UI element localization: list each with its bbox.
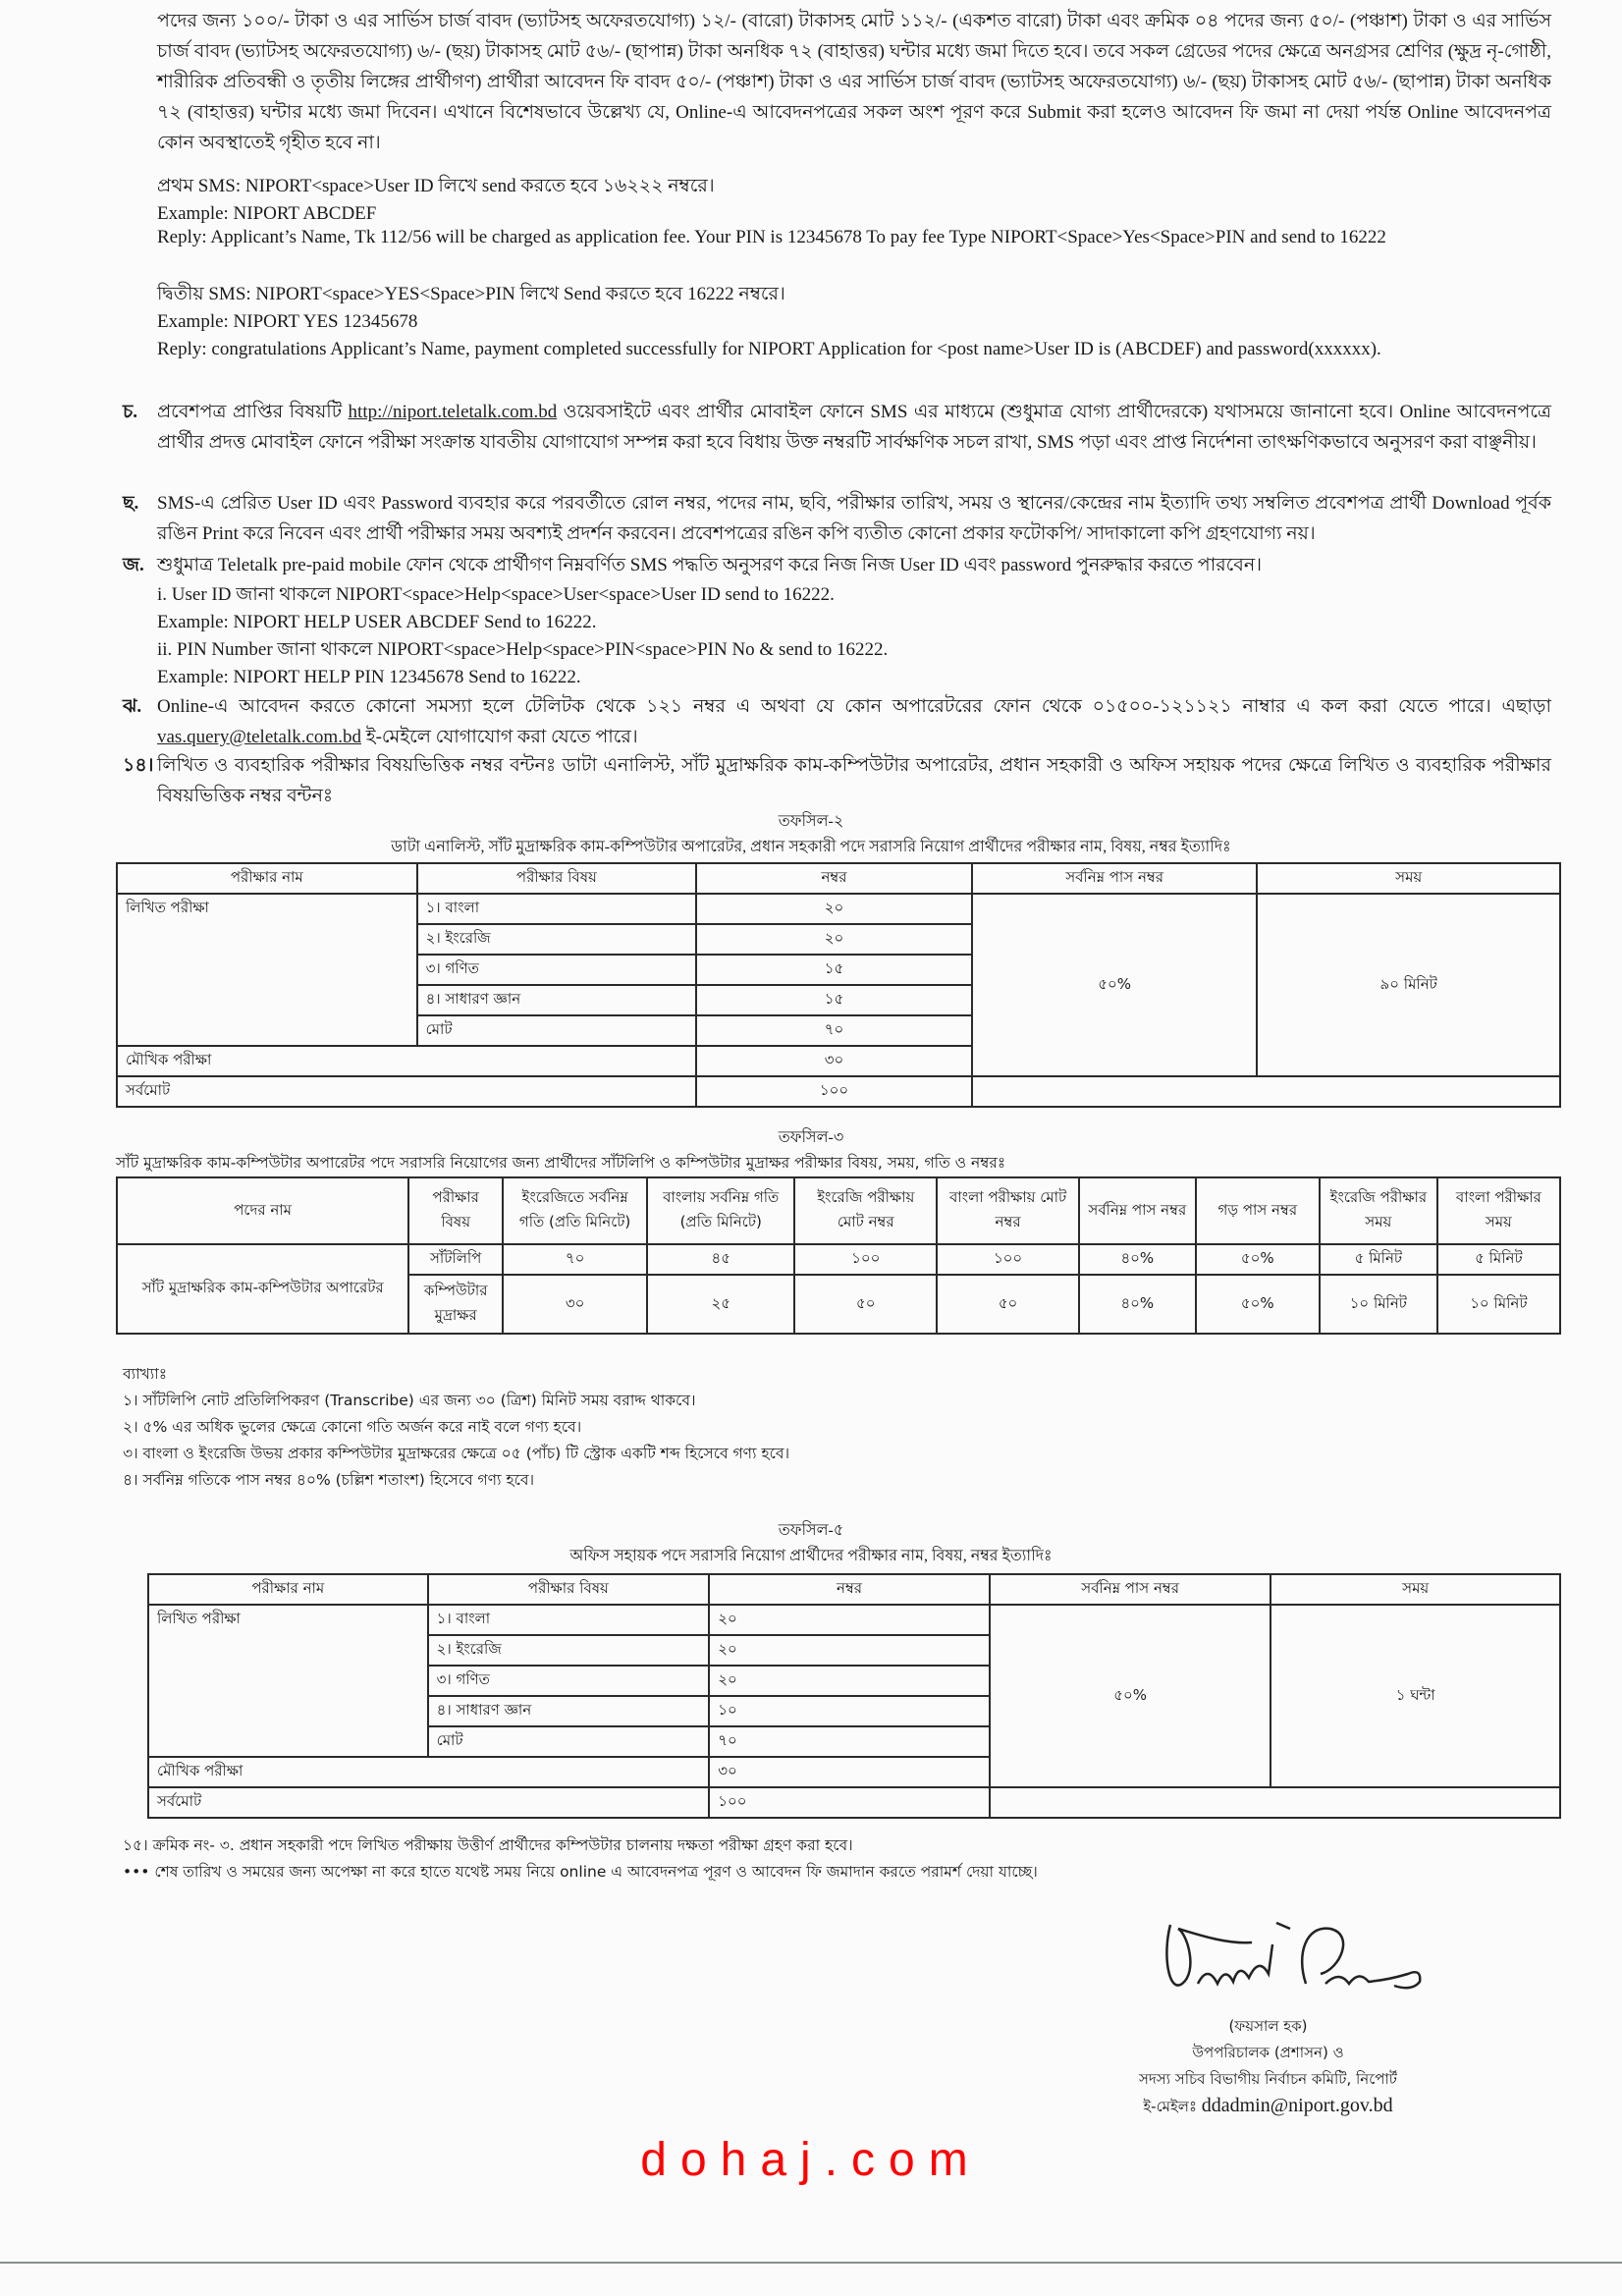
t2-header-subject: পরীক্ষার বিষয় (417, 863, 697, 894)
table5-caption: অফিস সহায়ক পদে সরাসরি নিয়োগ প্রার্থীদের পরীক্ষার নাম, বিষয়, নম্বর ইত্যাদিঃ (569, 1548, 1053, 1564)
signatory-email-line (1139, 2093, 1397, 2120)
item-cha-text: প্রবেশপত্র প্রাপ্তির বিষয়টি (157, 402, 349, 422)
table5-label: তফসিল-৫ (778, 1522, 844, 1539)
signatory-designation: উপপরিচালক (প্রশাসন) ও (1192, 2044, 1344, 2061)
t5-pass-mark: ৫০% (990, 1605, 1271, 1787)
fee-text: পদের জন্য ১০০/- টাকা ও এর সার্ভিস চার্জ বাবদ (ভ্যাটসহ অফেরতযোগ্য) ১২/- (বারো) টাকাসহ মোট ১১২/- (একশত বারো) টাকা এবং ক্রমিক ০৪ পদের জন্য ৫০/- (পঞ্চাশ) টাকা ও এর সার্ভিস চার্জ বাবদ (ভ্যাটসহ অফেরতযোগ্য) ৬/- (ছয়) টাকাসহ মোট ৫৬/- (ছাপান্ন) টাকা অনধিক ৭২ (বাহাত্তর) ঘন্টার মধ্যে জমা দিতে হবে। তবে সকল গ্রেডের পদের ক্ষেত্রে অনগ্রসর শ্রেণির (ক্ষুদ্র নৃ-গোষ্ঠী, শারীরিক প্রতিবন্ধী ও তৃতীয় লিঙ্গের প্রার্থীগণ) প্রার্থীরা আবেদন ফি বাবদ ৫০/- (পঞ্চাশ) টাকা ও এর সার্ভিস চার্জ বাবদ (ভ্যাটসহ অফেরতযোগ্য) ৬/- (ছয়) টাকাসহ মোট ৫৬/- (ছাপান্ন) টাকা অনধিক ৭২ (বাহাত্তর) ঘন্টার মধ্যে জমা দিবেন। এখানে বিশেষভাবে উল্লেখ্য যে, Online-এ আবেদনপত্রের সকল অংশ পূরণ করে Submit করা হলেও আবেদন ফি জমা না দেয়া পর্যন্ত Online আবেদনপত্র কোন অবস্থাতেই গৃহীত হবে না। (157, 11, 1551, 153)
item-ja-marker: জ. (123, 555, 144, 575)
t3-cell: ৪০% (1079, 1275, 1196, 1334)
explanation-item: ১। সাঁটলিপি নোট প্রতিলিপিকরণ (Transcribe) এর জন্য ৩০ (ত্রিশ) মিনিট সময় বরাদ্দ থাকবে। (123, 1392, 696, 1409)
ja-sub-2: Example: NIPORT HELP USER ABCDEF Send to 16222. (157, 612, 597, 632)
t2-header-time: সময় (1257, 863, 1560, 894)
t2-header-marks: নম্বর (696, 863, 972, 894)
vas-query-email-link[interactable]: vas.query@teletalk.com.bd (157, 727, 361, 747)
t2-header-exam-name: পরীক্ষার নাম (117, 863, 417, 894)
item-chha: SMS-এ প্রেরিত User ID এবং Password ব্যবহার করে পরবর্তীতে রোল নম্বর, পদের নাম, ছবি, পরীক্ষার তারিখ, সময় ও স্থানের/কেন্দ্রের নাম ইত্যাদি তথ্য সম্বলিত প্রবেশপত্র প্রার্থী Download পূর্বক রঙিন Print করে নিবেন এবং প্রার্থী পরীক্ষার সময় অবশ্যই প্রদর্শন করবেন। প্রবেশপত্রের রঙিন কপি ব্যতীত কোনো প্রকার ফটোকপি/ সাদাকালো কপি গ্রহণযোগ্য নয়। (157, 493, 1551, 544)
table3 (116, 1176, 1561, 1335)
t2-subject: ৪। সাধারণ জ্ঞান (417, 985, 697, 1015)
reply-one: Reply: Applicant’s Name, Tk 112/56 will be charged as application fee. Your PIN is 12345678 To pay fee Type NIPORT<Space>Yes<Space>PIN and send to 16222 (157, 227, 1386, 247)
t2-marks: ৭০ (696, 1015, 972, 1046)
ja-sub-4: Example: NIPORT HELP PIN 12345678 Send to 16222. (157, 667, 581, 687)
t5-empty-cell (990, 1787, 1560, 1818)
ja-sub-1: i. User ID জানা থাকলে NIPORT<space>Help<space>User<space>User ID send to 16222. (157, 584, 835, 605)
t3-cell: কম্পিউটার মুদ্রাক্ষর (408, 1275, 503, 1334)
t3-header: গড় পাস নম্বর (1196, 1177, 1320, 1244)
t3-cell: ৫ মিনিট (1437, 1244, 1560, 1275)
t5-subject: ২। ইংরেজি (428, 1635, 710, 1666)
t5-header-exam-name: পরীক্ষার নাম (148, 1574, 428, 1605)
ja-sub-3: ii. PIN Number জানা থাকলে NIPORT<space>Help<space>PIN<space>PIN No & send to 16222. (157, 639, 889, 660)
t3-cell: ১০ মিনিট (1320, 1275, 1437, 1334)
t2-viva-label: মৌখিক পরীক্ষা (117, 1046, 696, 1076)
t5-written-label: লিখিত পরীক্ষা (148, 1605, 428, 1757)
item-jha (157, 691, 1551, 752)
t5-marks: ৭০ (709, 1726, 990, 1757)
t5-marks: ১০ (709, 1696, 990, 1726)
t3-cell: ৫০% (1196, 1275, 1320, 1334)
t3-cell: ৫০% (1196, 1244, 1320, 1275)
item-cha-text-2: ওয়েবসাইটে এবং প্রার্থীর মোবাইল ফোনে SMS এর মাধ্যমে (শুধুমাত্র যোগ্য প্রার্থীদেরকে) যথাসময়ে জানানো হবে। Online আবেদনপত্রে প্রার্থীর প্রদত্ত মোবাইল ফোনে পরীক্ষা সংক্রান্ত যাবতীয় যোগাযোগ সম্পন্ন করা হবে বিধায় উক্ত নম্বরটি সার্বক্ষণিক সচল রাখা, SMS পড়া এবং প্রাপ্ত নির্দেশনা তাৎক্ষণিকভাবে অনুসরণ করা বাঞ্ছনীয়। (157, 402, 1551, 453)
signatory-committee: সদস্য সচিব বিভাগীয় নির্বাচন কমিটি, নিপোর্ট (1139, 2070, 1397, 2088)
t3-header: বাংলায় সর্বনিম্ন গতি (প্রতি মিনিটে) (647, 1177, 794, 1244)
item-jha-marker: ঝ. (123, 696, 142, 717)
t5-viva-marks: ৩০ (709, 1757, 990, 1787)
t2-marks: ১৫ (696, 985, 972, 1015)
footer-notes (123, 1832, 1038, 1886)
item-jha-text-2: ই-মেইলে যোগাযোগ করা যেতে পারে। (360, 727, 638, 747)
t2-written-label: লিখিত পরীক্ষা (117, 894, 417, 1046)
t2-pass-mark: ৫০% (972, 894, 1258, 1076)
explanation (123, 1361, 789, 1494)
t3-cell: ৩০ (503, 1275, 647, 1334)
t3-cell: ৭০ (503, 1244, 647, 1275)
t5-header-pass: সর্বনিম্ন পাস নম্বর (990, 1574, 1271, 1605)
t3-cell: ৫০ (937, 1275, 1079, 1334)
second-sms-example: Example: NIPORT YES 12345678 (157, 311, 418, 332)
t3-cell: ৪৫ (647, 1244, 794, 1275)
t5-marks: ২০ (709, 1666, 990, 1696)
site-watermark: dohaj.com (640, 2134, 982, 2186)
t3-cell: ১০০ (937, 1244, 1079, 1275)
t2-grand-label: সর্বমোট (117, 1076, 696, 1107)
signatory-email[interactable]: ddadmin@niport.gov.bd (1201, 2095, 1393, 2116)
t5-subject: ১। বাংলা (428, 1605, 710, 1635)
signature-block (1139, 2013, 1397, 2120)
t3-header: সর্বনিম্ন পাস নম্বর (1079, 1177, 1196, 1244)
item-ja: শুধুমাত্র Teletalk pre-paid mobile ফোন থেকে প্রার্থীগণ নিম্নবর্ণিত SMS পদ্ধতি অনুসরণ করে নিজ নিজ User ID এবং password পুনরুদ্ধার করতে পারবেন। (157, 555, 1263, 575)
explanation-item: ৩। বাংলা ও ইংরেজি উভয় প্রকার কম্পিউটার মুদ্রাক্ষরের ক্ষেত্রে ০৫ (পাঁচ) টি স্ট্রোক একটি শব্দ হিসেবে গণ্য হবে। (123, 1445, 789, 1462)
t2-subject: ১। বাংলা (417, 894, 697, 924)
item-14: লিখিত ও ব্যবহারিক পরীক্ষার বিষয়ভিত্তিক নম্বর বন্টনঃ ডাটা এনালিস্ট, সাঁট মুদ্রাক্ষরিক কাম-কম্পিউটার অপারেটর, প্রধান সহকারী ও অফিস সহায়ক পদের ক্ষেত্রে লিখিত ও ব্যবহারিক পরীক্ষার বিষয়ভিত্তিক নম্বর বন্টনঃ (157, 755, 1551, 806)
t3-cell: ৪০% (1079, 1244, 1196, 1275)
signatory-name: (ফয়সাল হক) (1228, 2017, 1308, 2035)
handwritten-signature-icon (1159, 1915, 1453, 2003)
t3-header: বাংলা পরীক্ষায় মোট নম্বর (937, 1177, 1079, 1244)
first-sms-example: Example: NIPORT ABCDEF (157, 203, 377, 224)
item-cha (157, 397, 1551, 458)
t2-empty-cell (972, 1076, 1560, 1107)
t5-viva-label: মৌখিক পরীক্ষা (148, 1757, 709, 1787)
t5-header-time: সময় (1271, 1574, 1560, 1605)
item-14-marker: ১৪। (123, 755, 154, 776)
explanation-item: ২। ৫% এর অধিক ভুলের ক্ষেত্রে কোনো গতি অর্জন করে নাই বলে গণ্য হবে। (123, 1418, 582, 1436)
t5-subject: ৪। সাধারণ জ্ঞান (428, 1696, 710, 1726)
table3-caption: সাঁট মুদ্রাক্ষরিক কাম-কম্পিউটার অপারেটর পদে সরাসরি নিয়োগের জন্য প্রার্থীদের সাঁটলিপি ও কম্পিউটার মুদ্রাক্ষর পরীক্ষার বিষয়, সময়, গতি ও নম্বরঃ (116, 1154, 1006, 1172)
teletalk-link[interactable]: http://niport.teletalk.com.bd (348, 402, 558, 422)
t5-marks: ২০ (709, 1605, 990, 1635)
note-deadline: ••• শেষ তারিখ ও সময়ের জন্য অপেক্ষা না করে হাতে যথেষ্ট সময় নিয়ে online এ আবেদনপত্র পূরণ ও আবেদন ফি জমাদান করতে পরামর্শ দেয়া যাচ্ছে। (123, 1863, 1038, 1881)
item-jha-text: Online-এ আবেদন করতে কোনো সমস্যা হলে টেলিটক থেকে ১২১ নম্বর এ অথবা যে কোন অপারেটরের ফোন থেকে ০১৫০০-১২১১২১ নাম্বার এ কল করা যেতে পারে। এছাড়া (157, 696, 1551, 717)
table5 (147, 1573, 1561, 1819)
table2-caption: ডাটা এনালিস্ট, সাঁট মুদ্রাক্ষরিক কাম-কম্পিউটার অপারেটর, প্রধান সহকারী পদে সরাসরি নিয়োগ প্রার্থীদের পরীক্ষার নাম, বিষয়, নম্বর ইত্যাদিঃ (391, 839, 1231, 855)
fee-paragraph (157, 6, 1551, 158)
t2-time: ৯০ মিনিট (1257, 894, 1560, 1076)
t2-subject: ২। ইংরেজি (417, 924, 697, 955)
t3-header: পদের নাম (117, 1177, 408, 1244)
t3-cell: ৫ মিনিট (1320, 1244, 1437, 1275)
table3-label: তফসিল-৩ (778, 1129, 844, 1146)
t2-marks: ১৫ (696, 955, 972, 985)
t5-header-subject: পরীক্ষার বিষয় (428, 1574, 710, 1605)
email-label: ই-মেইলঃ (1143, 2098, 1202, 2115)
t2-grand-marks: ১০০ (696, 1076, 972, 1107)
t3-header: ইংরেজি পরীক্ষার সময় (1320, 1177, 1437, 1244)
t2-subject: ৩। গণিত (417, 955, 697, 985)
t3-cell: ৫০ (794, 1275, 937, 1334)
t5-grand-marks: ১০০ (709, 1787, 990, 1818)
t5-header-marks: নম্বর (709, 1574, 990, 1605)
second-sms-line: দ্বিতীয় SMS: NIPORT<space>YES<Space>PIN লিখে Send করতে হবে 16222 নম্বরে। (157, 284, 785, 304)
item-cha-marker: চ. (123, 402, 138, 422)
explanation-title: ব্যাখ্যাঃ (123, 1365, 168, 1383)
t5-grand-label: সর্বমোট (148, 1787, 709, 1818)
t3-header: বাংলা পরীক্ষার সময় (1437, 1177, 1560, 1244)
t3-post-name: সাঁট মুদ্রাক্ষরিক কাম-কম্পিউটার অপারেটর (117, 1244, 408, 1334)
t3-cell: ২৫ (647, 1275, 794, 1334)
t2-header-pass: সর্বনিম্ন পাস নম্বর (972, 863, 1258, 894)
t2-viva-marks: ৩০ (696, 1046, 972, 1076)
t5-time: ১ ঘন্টা (1271, 1605, 1560, 1787)
t3-cell: ১০ মিনিট (1437, 1275, 1560, 1334)
t3-header: ইংরেজিতে সর্বনিম্ন গতি (প্রতি মিনিটে) (503, 1177, 647, 1244)
explanation-item: ৪। সর্বনিম্ন গতিকে পাস নম্বর ৪০% (চল্লিশ শতাংশ) হিসেবে গণ্য হবে। (123, 1471, 535, 1489)
t3-cell: সাঁটলিপি (408, 1244, 503, 1275)
t2-marks: ২০ (696, 894, 972, 924)
t5-subject: মোট (428, 1726, 710, 1757)
t5-marks: ২০ (709, 1635, 990, 1666)
table2 (116, 862, 1561, 1108)
t2-marks: ২০ (696, 924, 972, 955)
t2-subject: মোট (417, 1015, 697, 1046)
first-sms-line: প্রথম SMS: NIPORT<space>User ID লিখে send করতে হবে ১৬২২২ নম্বরে। (157, 176, 715, 196)
table2-label: তফসিল-২ (778, 813, 844, 830)
bottom-divider (0, 2262, 1622, 2264)
item-chha-marker: ছ. (123, 493, 139, 514)
t3-cell: ১০০ (794, 1244, 937, 1275)
t3-header: পরীক্ষার বিষয় (408, 1177, 503, 1244)
note-15: ১৫। ক্রমিক নং- ৩. প্রধান সহকারী পদে লিখিত পরীক্ষায় উত্তীর্ণ প্রার্থীদের কম্পিউটার চালনায় দক্ষতা পরীক্ষা গ্রহণ করা হবে। (123, 1836, 853, 1854)
t3-header: ইংরেজি পরীক্ষায় মোট নম্বর (794, 1177, 937, 1244)
reply-two: Reply: congratulations Applicant’s Name, payment completed successfully for NIPORT Application for <post name>User ID is (ABCDEF) and password(xxxxxx). (157, 339, 1381, 359)
t5-subject: ৩। গণিত (428, 1666, 710, 1696)
